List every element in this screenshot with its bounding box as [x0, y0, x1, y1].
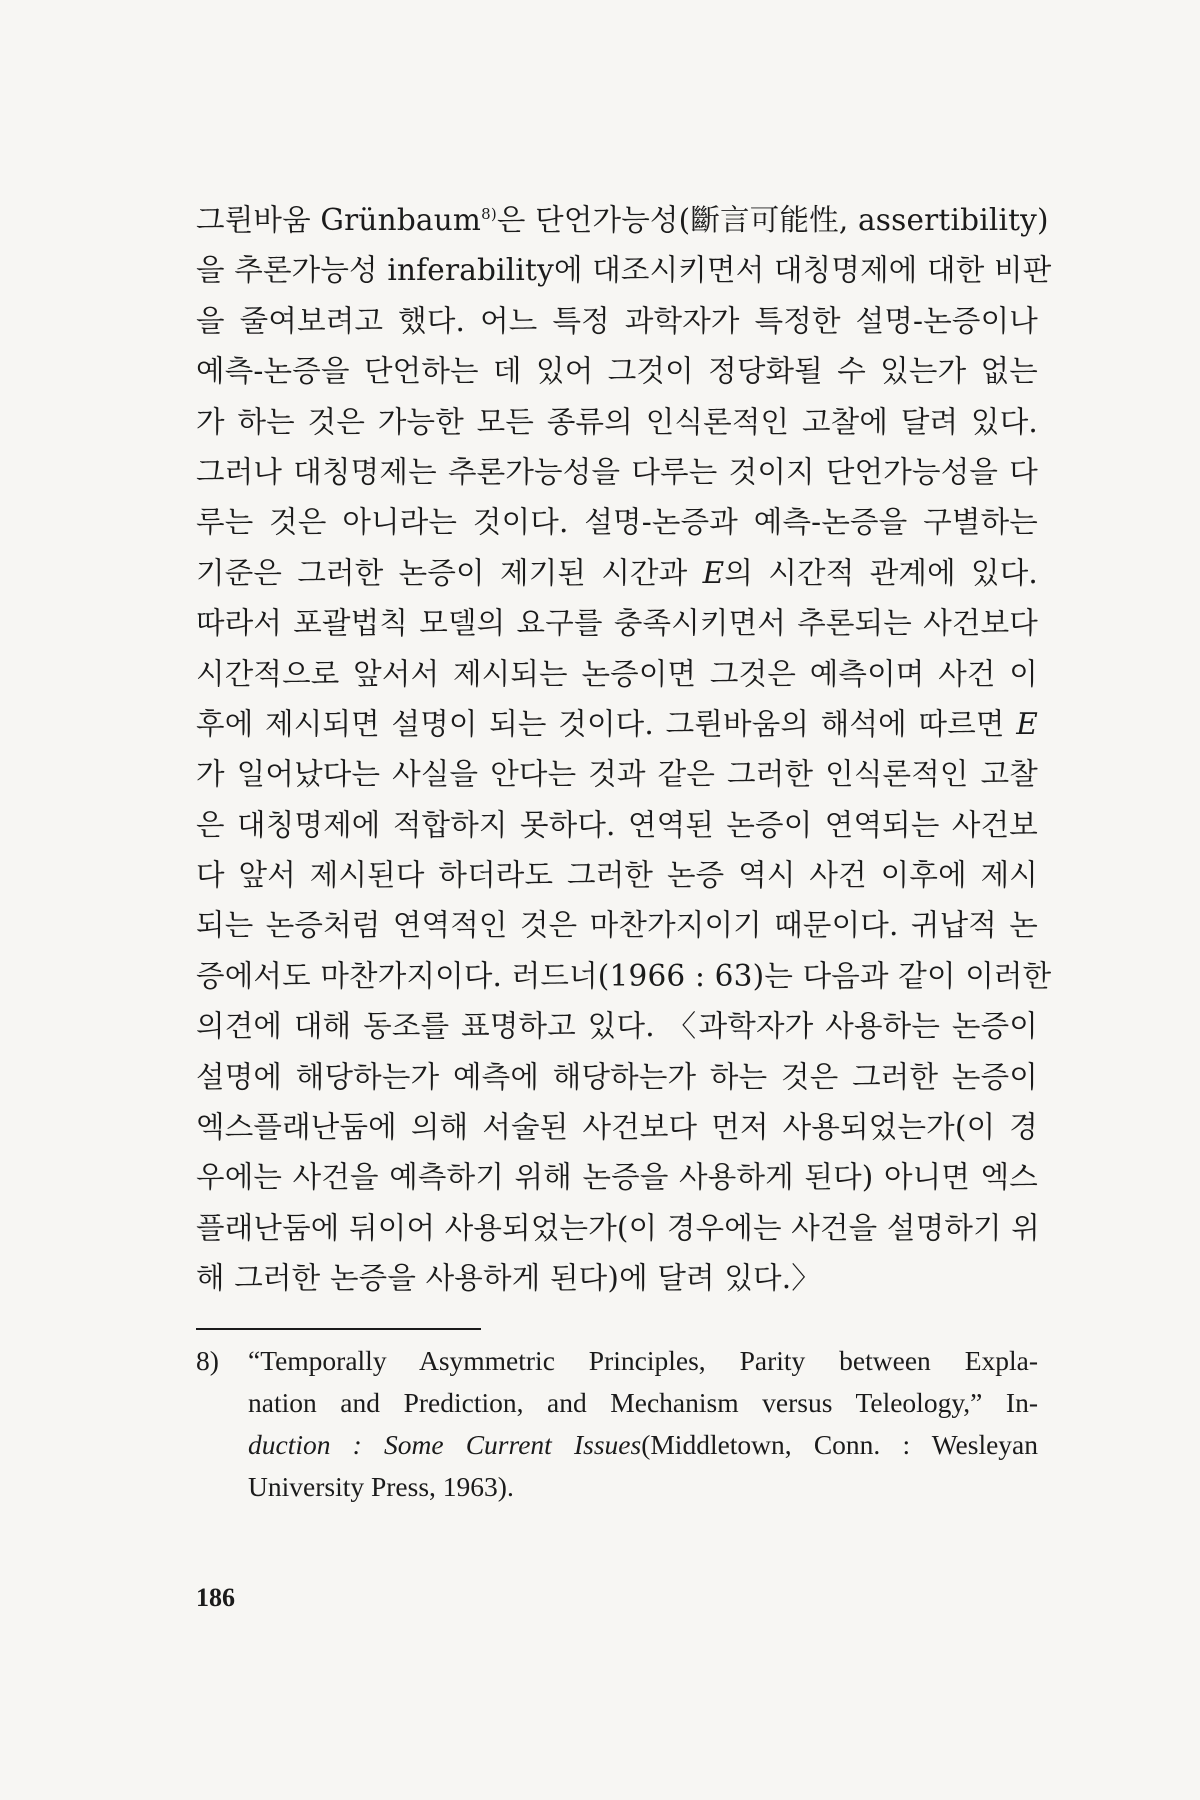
text-line-12: 가 일어났다는 사실을 안다는 것과 같은 그러한 인식론적인 고찰 — [196, 757, 1038, 792]
footnote-line-1-text: “Temporally Asymmetric Principles, Parity between Expla- — [248, 1345, 1038, 1376]
footnote-number: 8) — [196, 1345, 219, 1376]
line-1-tail: 은 단언가능성(斷言可能性, assertibility) — [496, 203, 1049, 237]
text-line-20: 우에는 사건을 예측하기 위해 논증을 사용하게 된다) 아니면 엑스 — [196, 1160, 1038, 1195]
text-line-18: 설명에 해당하는가 예측에 해당하는가 하는 것은 그러한 논증이 — [196, 1059, 1038, 1094]
footnote-divider — [196, 1328, 481, 1330]
text-line-2: 을 추론가능성 inferability에 대조시키면서 대칭명제에 대한 비판 — [196, 253, 1052, 288]
text-line-5: 가 하는 것은 가능한 모든 종류의 인식론적인 고찰에 달려 있다. — [196, 404, 1038, 439]
footnote-line-3 — [196, 1424, 1038, 1466]
text-line-15: 되는 논증처럼 연역적인 것은 마찬가지이기 때문이다. 귀납적 논 — [196, 908, 1038, 943]
footnote-line-2: nation and Prediction, and Mechanism versus Teleology,” In- — [248, 1387, 1038, 1418]
text-line-7: 루는 것은 아니라는 것이다. 설명-논증과 예측-논증을 구별하는 — [196, 505, 1038, 540]
text-line-19: 엑스플래난둠에 의해 서술된 사건보다 먼저 사용되었는가(이 경 — [196, 1110, 1038, 1145]
footnote-reference[interactable]: 8) — [481, 205, 497, 224]
body-paragraph — [196, 195, 1052, 1304]
text-line-8: 기준은 그러한 논증이 제기된 시간과 E의 시간적 관계에 있다. — [196, 555, 1038, 590]
footnote-line-3-text: (Middletown, Conn. : Wesleyan — [641, 1429, 1038, 1460]
variable-e: E — [702, 555, 725, 590]
text-line-9: 따라서 포괄법칙 모델의 요구를 충족시키면서 추론되는 사건보다 — [196, 606, 1038, 641]
text-line-1 — [196, 195, 1049, 245]
text-line-17: 의견에 대해 동조를 표명하고 있다. 〈과학자가 사용하는 논증이 — [196, 1009, 1038, 1044]
text-line-11: 후에 제시되면 설명이 되는 것이다. 그륀바움의 해석에 따르면 E — [196, 706, 1038, 741]
footnote-book-title: duction : Some Current Issues — [248, 1429, 642, 1460]
line-1-head: 그륀바움 Grünbaum — [196, 203, 482, 237]
text-line-6: 그러나 대칭명제는 추론가능성을 다루는 것이지 단언가능성을 다 — [196, 454, 1038, 489]
page-number: 186 — [196, 1583, 235, 1612]
footnote-line-4: University Press, 1963). — [248, 1471, 514, 1502]
text-line-10: 시간적으로 앞서서 제시되는 논증이면 그것은 예측이며 사건 이 — [196, 656, 1038, 691]
text-line-13: 은 대칭명제에 적합하지 못하다. 연역된 논증이 연역되는 사건보 — [196, 807, 1038, 842]
text-line-22: 해 그러한 논증을 사용하게 된다)에 달려 있다.〉 — [196, 1261, 821, 1296]
footnote — [196, 1340, 1038, 1508]
text-line-3: 을 줄여보려고 했다. 어느 특정 과학자가 특정한 설명-논증이나 — [196, 303, 1038, 338]
text-line-21: 플래난둠에 뒤이어 사용되었는가(이 경우에는 사건을 설명하기 위 — [196, 1210, 1040, 1245]
text-line-14: 다 앞서 제시된다 하더라도 그러한 논증 역시 사건 이후에 제시 — [196, 858, 1038, 893]
text-line-16: 증에서도 마찬가지이다. 러드너(1966 : 63)는 다음과 같이 이러한 — [196, 958, 1052, 993]
footnote-line-1 — [196, 1340, 1038, 1382]
variable-e: E — [1016, 706, 1038, 741]
text-line-4: 예측-논증을 단언하는 데 있어 그것이 정당화될 수 있는가 없는 — [196, 354, 1038, 389]
